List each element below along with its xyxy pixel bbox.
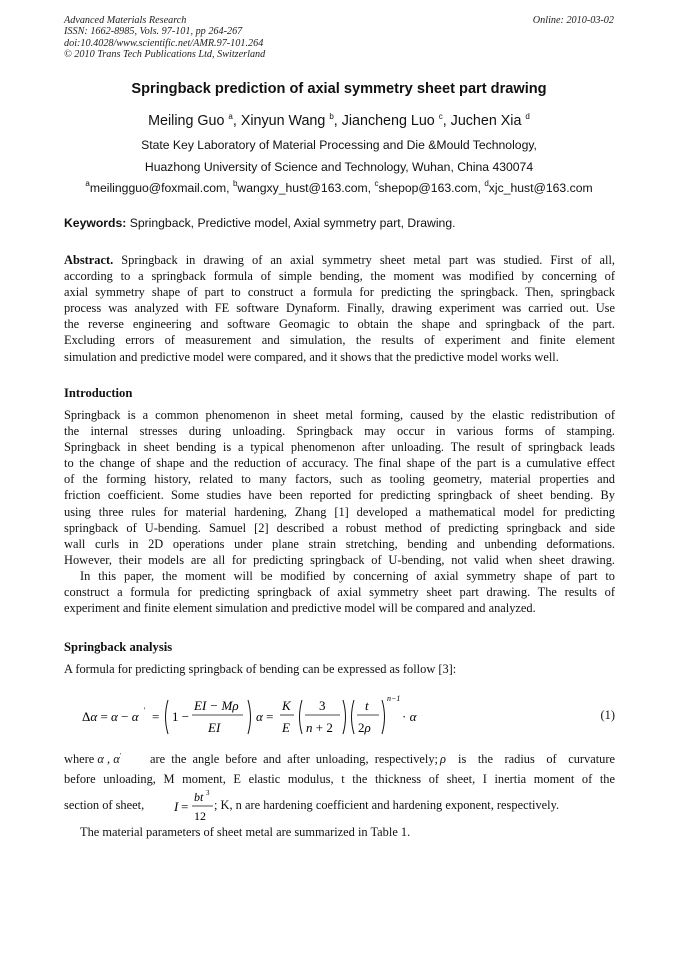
author-superscript: b xyxy=(329,112,334,121)
author-name: Juchen Xia xyxy=(450,113,522,129)
author-superscript: a xyxy=(228,112,233,121)
email-superscript: a xyxy=(85,179,90,188)
affiliation-line: Huazhong University of Science and Technology, Wuhan, China 430074 xyxy=(144,160,534,174)
where-text: is the radius of curvature xyxy=(458,752,615,766)
abstract-line: Abstract. Springback in drawing of an axial symmetry sheet metal part was studied. First of all, xyxy=(64,253,615,267)
equation-1 xyxy=(80,692,615,742)
body-line: of the forming history, related to many factors, such as tooling geometry, material properties and xyxy=(64,472,615,487)
author-name: Jiancheng Luo xyxy=(341,113,435,129)
formula-denominator: EI xyxy=(208,720,221,735)
online-date: Online: 2010-03-02 xyxy=(532,15,614,26)
keywords xyxy=(64,216,456,230)
springback-intro xyxy=(64,661,615,677)
email-superscript: c xyxy=(374,179,379,188)
abstract-line: simulation and predictive model were compared, and it shows that the predictive model works well. xyxy=(64,349,559,364)
body-line: construct a formula for predicting springback of axial symmetry sheet part drawing. The results of xyxy=(64,585,615,600)
paper-title: Springback prediction of axial symmetry sheet part drawing xyxy=(131,81,547,97)
formula-text: = xyxy=(181,799,189,814)
body-line: using three rules for material hardening, Zhang [1] developed a mathematical model for predicting xyxy=(64,504,615,519)
equation-number: (1) xyxy=(600,708,615,722)
rho-symbol: ρ xyxy=(440,752,446,766)
where-line xyxy=(64,771,615,787)
body-line: wall curls in 2D operations under plane strain stretching, bending and unbending deformations. xyxy=(64,536,615,551)
formula-exponent: n−1 xyxy=(387,694,401,703)
formula-numerator: K xyxy=(282,698,291,713)
abstract-line: the reverse engineering and software Geomagic to obtain the shape and springback of the part. xyxy=(64,317,615,332)
author-superscript: c xyxy=(438,112,443,121)
introduction-body xyxy=(64,407,615,616)
author-name: Xinyun Wang xyxy=(240,113,326,129)
formula-numerator: EI − Mρ xyxy=(194,698,239,713)
author-name: Meiling Guo xyxy=(148,113,225,129)
formula-paren xyxy=(300,700,303,734)
body-line: However, their models are all for predicting springback of U-bending, not valid when sheet drawing. xyxy=(64,552,615,567)
formula-denominator: 2ρ xyxy=(358,720,371,735)
formula-numerator: t xyxy=(365,698,369,713)
formula-prime: ' xyxy=(144,706,146,715)
body-line: springback of U-bending. Samuel [2] described a robust method of predicting springback and side xyxy=(64,520,615,535)
abstract-line: axial symmetry shape of part to construct a formula for predicting the springback. Then, springback xyxy=(64,285,615,300)
formula-text: = xyxy=(152,709,160,724)
where-text: ; K, n are hardening coefficient and hardening exponent, respectively. xyxy=(214,798,560,812)
journal-header xyxy=(64,15,265,61)
abstract xyxy=(64,252,615,365)
doi-line: doi:10.4028/www.scientific.net/AMR.97-101.264 xyxy=(64,37,264,49)
springback-formula xyxy=(80,692,615,742)
formula-text: Δα = α − α xyxy=(82,709,139,724)
journal-name: Advanced Materials Research xyxy=(64,15,187,26)
table-reference-text: The material parameters of sheet metal are summarized in Table 1. xyxy=(80,825,411,839)
formula-text: · α xyxy=(402,709,417,724)
keywords-text: Springback, Predictive model, Axial symmetry part, Drawing. xyxy=(129,216,456,230)
section-heading-springback-analysis: Springback analysis xyxy=(64,640,173,654)
body-line: Springback is a common phenomenon in sheet metal forming, caused by the elastic redistribution of xyxy=(64,408,615,422)
email-superscript: b xyxy=(232,179,238,188)
body-line: In this paper, the moment will be modified by concerning of axial symmetry shape of part to xyxy=(80,568,615,583)
formula-numerator: bt xyxy=(194,790,204,804)
formula-paren xyxy=(352,700,355,734)
formula-denominator: n + 2 xyxy=(306,720,333,735)
author-list: Meiling Guo $^a$, Xinyun Wang $^b$, Jiancheng Luo $^c$, Juchen Xia $^d$ xyxy=(148,112,530,129)
abstract-line: according to a springback formula of simple bending, the moment was modified by concerning of xyxy=(64,269,615,284)
affiliation-line: State Key Laboratory of Material Processing and Die &Mould Technology, xyxy=(141,138,537,152)
formula-text: I xyxy=(174,799,179,814)
email-list: $^a$meilingguo@foxmail.com, $^b$wangxy_hust@163.com, $^c$shepop@163.com, $^d$xjc_hust@163.com xyxy=(85,179,593,195)
email-address[interactable]: shepop@163.com xyxy=(378,181,478,195)
email-superscript: d xyxy=(484,179,489,188)
where-text: where α , α' xyxy=(64,752,121,767)
formula-text: α = xyxy=(256,709,274,724)
issn-line: ISSN: 1662-8985, Vols. 97-101, pp 264-267 xyxy=(64,26,243,38)
email-address[interactable]: wangxy_hust@163.com xyxy=(237,181,368,195)
body-line: friction coefficient. Some studies have been reported for predicting springback of sheet bending. By xyxy=(64,488,615,503)
abstract-label: Abstract. xyxy=(64,253,114,267)
abstract-line: Excluding errors of measurement and simulation, the results of experiment and finite element xyxy=(64,333,615,348)
where-text: section of sheet, xyxy=(64,798,145,812)
formula-denominator: 12 xyxy=(194,809,206,823)
body-line: to the change of shape and the reduction of accuracy. The final shape of the part is a cumulative effect xyxy=(64,456,615,471)
where-text: are the angle before and after unloading, respectively; xyxy=(150,752,438,766)
formula-exponent: 3 xyxy=(206,789,210,797)
formula-paren xyxy=(382,700,385,734)
email-address[interactable]: meilingguo@foxmail.com xyxy=(89,181,227,195)
body-line: experiment and finite element simulation and predictive model will be compared and analyzed. xyxy=(64,601,536,616)
formula-denominator: E xyxy=(282,720,290,735)
formula-paren xyxy=(166,700,169,734)
formula-paren xyxy=(343,700,346,734)
body-line: before unloading, M moment, E elastic modulus, t the thickness of sheet, I inertia moment of the xyxy=(64,772,615,786)
formula-paren xyxy=(248,700,251,734)
body-line: A formula for predicting springback of bending can be expressed as follow [3]: xyxy=(64,662,457,676)
section-heading-introduction: Introduction xyxy=(64,386,133,400)
formula-numerator: 3 xyxy=(319,698,326,713)
copyright-line: © 2010 Trans Tech Publications Ltd, Switzerland xyxy=(64,49,266,61)
author-superscript: d xyxy=(525,112,530,121)
keywords-label: Keywords: xyxy=(64,216,127,230)
email-address[interactable]: xjc_hust@163.com xyxy=(488,181,593,195)
body-line: the internal stresses during unloading. Springback may occur in various forms of stamping. xyxy=(64,424,615,439)
abstract-line: process was analyzed with FE software Dynaform. Finally, drawing experiment was carried out. Use xyxy=(64,301,615,316)
formula-text: 1 − xyxy=(172,709,190,724)
body-line: Springback in sheet bending is a typical phenomenon after unloading. The result of springback leads xyxy=(64,440,615,455)
